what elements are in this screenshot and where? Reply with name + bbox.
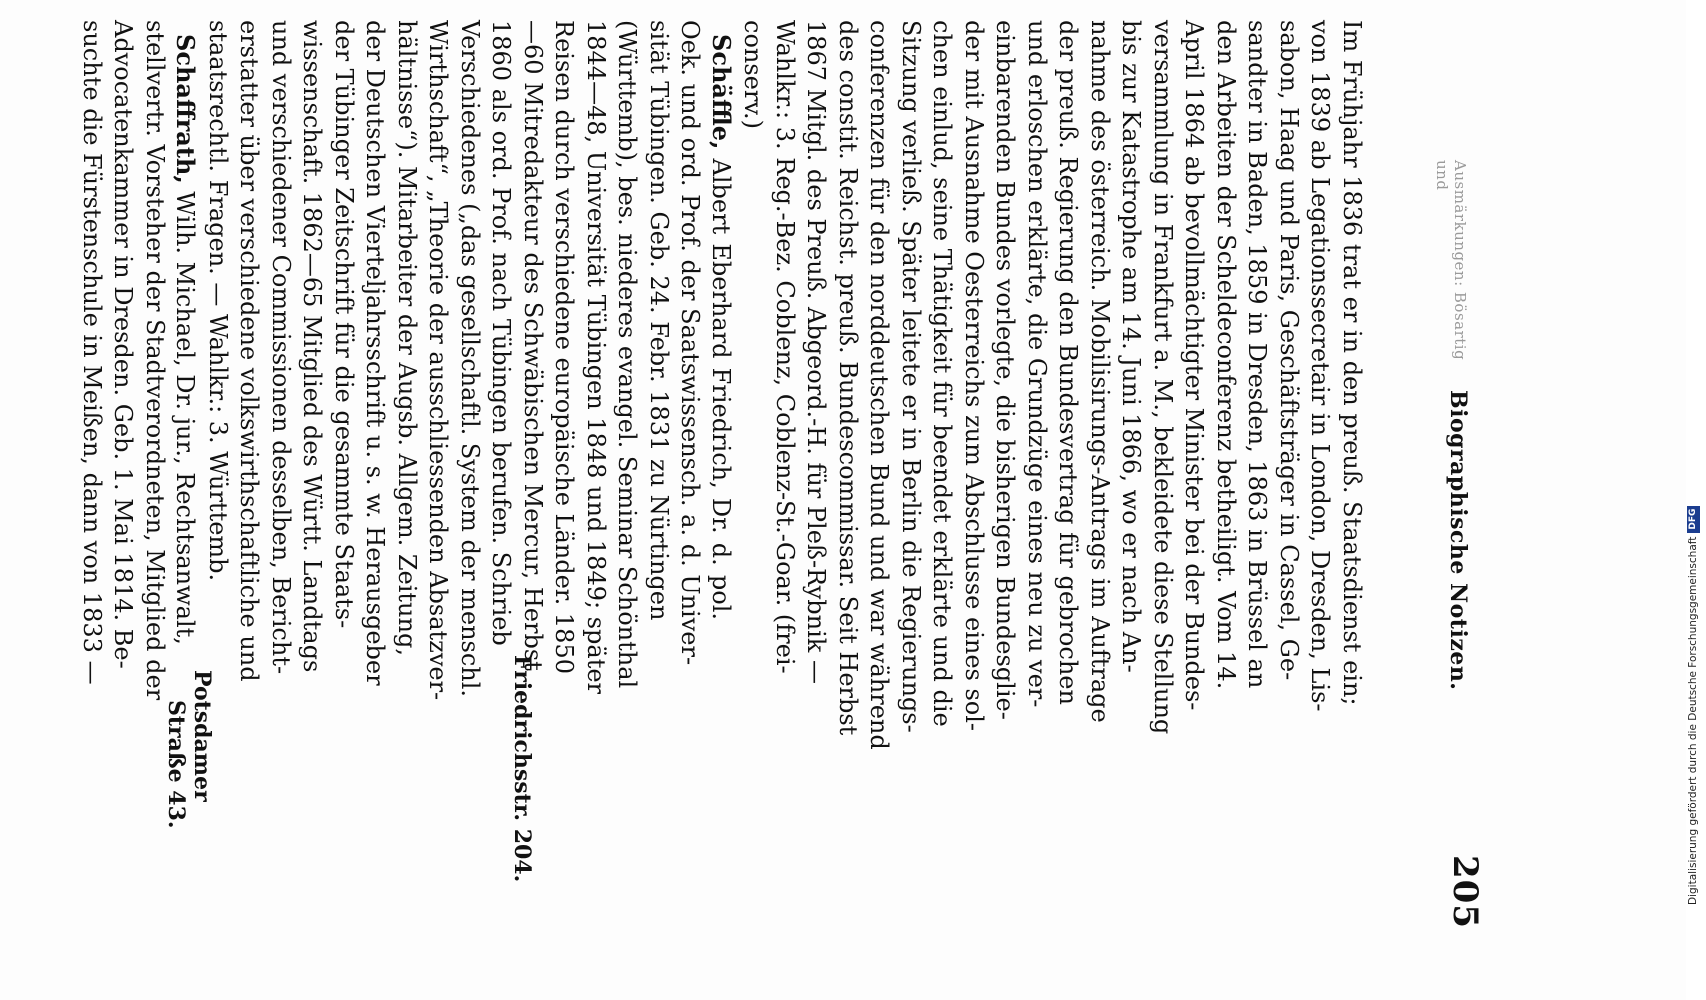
text-line: sität Tübingen. Geb. 24. Febr. 1831 zu Nürtingen	[645, 20, 673, 621]
text-line: Sitzung verließ. Später leitete er in Berlin die Regierungs-	[897, 20, 925, 733]
text-line: den Arbeiten der Scheldeconferenz betheiligt. Vom 14.	[1212, 20, 1240, 690]
margin-address-potsdamer: Potsdamer	[189, 670, 215, 802]
text-line: sandter in Baden, 1859 in Dresden, 1863 in Brüssel an	[1243, 20, 1272, 689]
text-line: sabon, Haag und Paris, Geschäftsträger in Cassel, Ge-	[1275, 20, 1303, 681]
text-line: 1867 Mitgl. des Preuß. Abgeord.-H. für Pleß-Rybnik —	[802, 20, 831, 684]
text-line: staatsrechtl. Fragen. — Wahlkr.: 3. Württemb.	[204, 20, 232, 582]
credit-label: Digitalisierung gefördert durch die Deutsche Forschungsgemeinschaft	[1687, 536, 1699, 905]
dfg-logo-badge: DFG	[1687, 506, 1700, 533]
text-line: bis zur Katastrophe am 14. Juni 1866, wo er nach An-	[1117, 20, 1146, 673]
text-line: erstatter über verschiedene volkswirthschaftliche und	[235, 20, 264, 682]
text-line: suchte die Fürstenschule in Meißen, dann von 1833 —	[78, 20, 106, 685]
entry-line-schaffrath	[170, 20, 202, 645]
text-line: wissenschaft. 1862—65 Mitglied des Württ. Landtags	[298, 20, 327, 673]
text-line: Im Frühjahr 1836 trat er in den preuß. Staatsdienst ein;	[1338, 20, 1366, 706]
text-line: chen einlud, seine Thätigkeit für beendet erklärte und die	[928, 20, 957, 727]
smudged-running-text: Ausmärkungen: Bösartig und	[1433, 160, 1469, 361]
text-line: Oek. und ord. Prof. der Saatswissensch. a. d. Univer-	[676, 20, 705, 666]
text-line: Verschiedenes („das gesellschaftl. System der menschl.	[456, 20, 484, 698]
text-line: der Tübinger Zeitschrift für die gesammte Staats-	[330, 20, 358, 629]
text-line: (Württemb), bes. niederes evangel. Seminar Schönthal	[613, 20, 642, 689]
text-line: einbarenden Bundes vorlegte, die bisherigen Bundesglie-	[991, 20, 1020, 720]
text-line-rest: Albert Eberhard Friedrich, Dr. d. pol.	[707, 149, 735, 620]
text-line: —60 Mitredakteur des Schwäbischen Mercur, Herbst	[519, 20, 547, 671]
text-line: und verschiedener Commissionen desselben, Bericht-	[267, 20, 295, 675]
margin-notes	[0, 625, 1485, 980]
text-line: Advocatenkammer in Dresden. Geb. 1. Mai 1814. Be-	[109, 20, 138, 669]
digitization-credit	[1660, 0, 1699, 1000]
text-line: Reisen durch verschiedene europäische Länder. 1850	[550, 20, 579, 674]
text-line: nahme des österreich. Mobilisirungs-Antrags im Auftrage	[1086, 20, 1114, 723]
text-line: versammlung in Frankfurt a. M., bekleidete diese Stellung	[1149, 20, 1177, 735]
text-line: und erloschen erklärte, die Grundzüge eines neu zu ver-	[1023, 20, 1051, 708]
text-line: stellvertr. Vorsteher der Stadtverordneten, Mitglied der	[141, 20, 169, 701]
text-line: hältnisse“). Mitarbeiter der Augsb. Allgem. Zeitung,	[393, 20, 421, 656]
text-line: der preuß. Regierung den Bundesvertrag für gebrochen	[1054, 20, 1083, 705]
text-line: Wirthschaft“, „Theorie der ausschliessenden Absatzver-	[424, 20, 453, 701]
text-line: conserv.)	[739, 20, 768, 130]
margin-address-strasse: Straße 43.	[163, 700, 189, 829]
entry-name-schaffrath: Schaffrath,	[171, 34, 201, 184]
text-line-rest: Wilh. Michael, Dr. jur., Rechtsanwalt,	[171, 183, 200, 645]
text-line: der Deutschen Vierteljahrsschrift u. s. w. Herausgeber	[361, 20, 390, 686]
entry-name-schaeffle: Schäffle,	[707, 34, 736, 150]
section-title: Biographische Notizen.	[1445, 390, 1471, 691]
rotated-book-page	[0, 20, 1485, 980]
entry-line-schaeffle	[706, 20, 738, 620]
text-line: 1844—48, Universität Tübingen 1848 und 1849; später	[582, 20, 610, 695]
text-line: conferenzen für den norddeutschen Bund und war während	[865, 20, 894, 750]
text-line: 1860 als ord. Prof. nach Tübingen berufen. Schrieb	[487, 20, 516, 646]
margin-address-friedrichsstr: Friedrichsstr. 204.	[509, 655, 535, 883]
text-line: Wahlkr.: 3. Reg.-Bez. Coblenz, Coblenz-St.-Goar. (frei-	[771, 20, 799, 674]
text-line: des constit. Reichst. preuß. Bundescommissar. Seit Herbst	[834, 20, 862, 736]
credit-text-rotated	[1680, 0, 1706, 905]
page-number: 205	[1445, 855, 1485, 929]
text-line: der mit Ausnahme Oesterreichs zum Abschlusse eines sol-	[960, 20, 988, 732]
text-line: April 1864 ab bevollmächtigter Minister bei der Bundes-	[1180, 20, 1209, 711]
text-line: von 1839 ab Legationssecretair in London, Dresden, Lis-	[1306, 20, 1335, 712]
